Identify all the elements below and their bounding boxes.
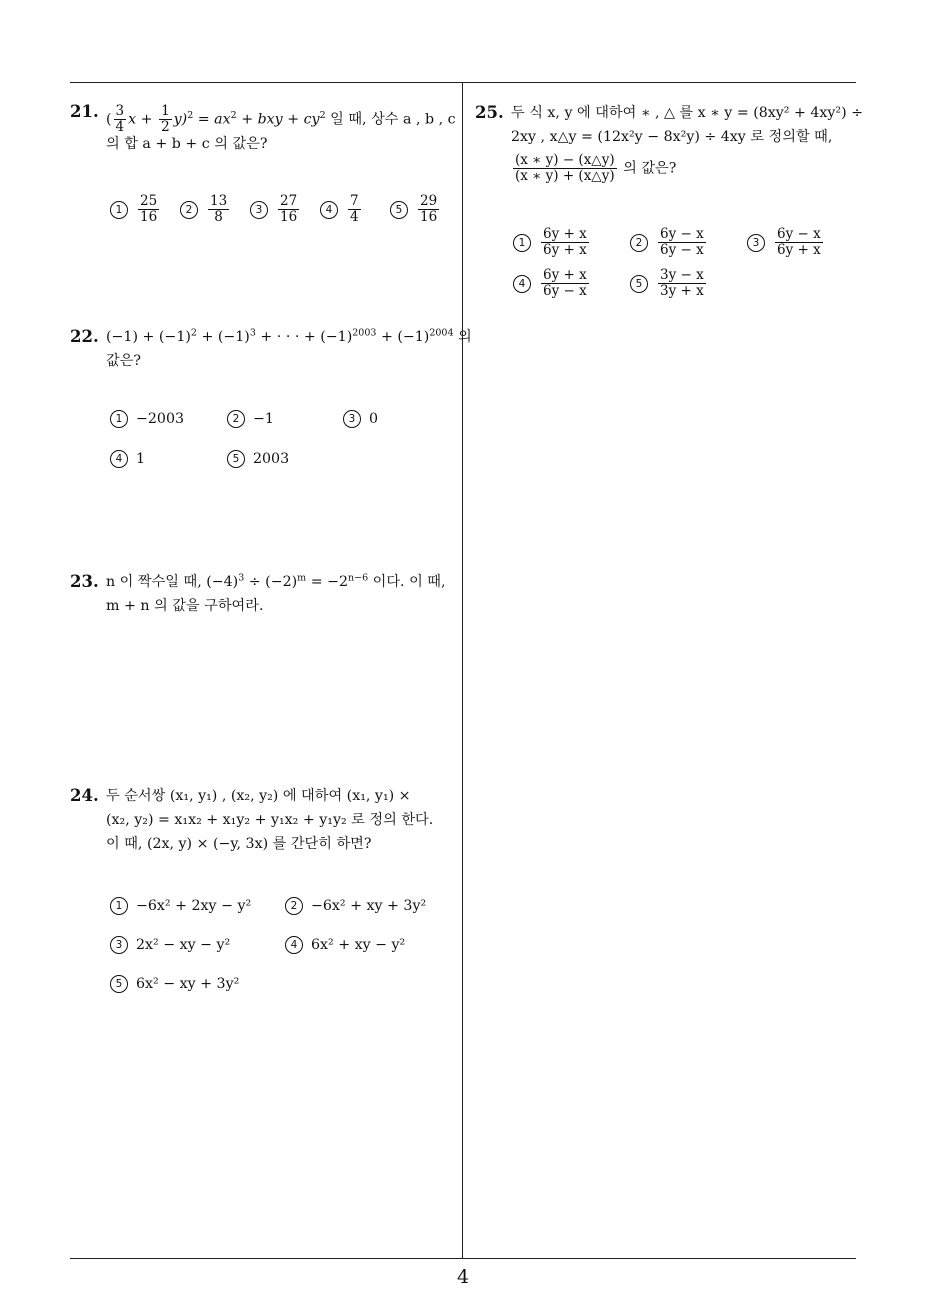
circled-number-icon: 4: [320, 201, 338, 219]
option-1[interactable]: 1 $\frac{6y + x}{6y + x}$: [513, 227, 591, 258]
question-24: [70, 784, 455, 1004]
option-1[interactable]: 1 −6x² + 2xy − y²: [110, 894, 251, 918]
circled-number-icon: 3: [110, 936, 128, 954]
circled-number-icon: 4: [110, 450, 128, 468]
option-4[interactable]: 4 6x² + xy − y²: [285, 933, 405, 957]
option-3[interactable]: 3 0: [343, 407, 378, 431]
column-divider: [462, 82, 463, 1258]
circled-number-icon: 5: [630, 275, 648, 293]
circled-number-icon: 5: [227, 450, 245, 468]
question-23: [70, 570, 455, 630]
circled-number-icon: 2: [285, 897, 303, 915]
option-4[interactable]: 4 $\frac{7}{4}$: [320, 194, 363, 225]
option-5[interactable]: 5 2003: [227, 447, 289, 471]
circled-number-icon: 4: [285, 936, 303, 954]
option-2[interactable]: 2 −1: [227, 407, 274, 431]
option-3[interactable]: 3 $\frac{6y - x}{6y + x}$: [747, 227, 825, 258]
circled-number-icon: 1: [513, 234, 531, 252]
question-22: [70, 325, 472, 475]
option-2[interactable]: 2 $\frac{6y - x}{6y - x}$: [630, 227, 708, 258]
option-4[interactable]: 4 $\frac{6y + x}{6y - x}$: [513, 268, 591, 299]
circled-number-icon: 3: [250, 201, 268, 219]
option-1[interactable]: 1 $\frac{25}{16}$: [110, 194, 161, 225]
question-text: $(-1) + (-1)^2 + (-1)^3$ + · · · + $(-1)^{2003} + (-1)^{2004}$ 의 값은?: [106, 327, 472, 369]
option-2[interactable]: 2 −6x² + xy + 3y²: [285, 894, 426, 918]
circled-number-icon: 5: [390, 201, 408, 219]
question-text: n 이 짝수일 때, $(-4)^3 \div (-2)^m = -2^{n-6}$ 이다. 이 때, m + n 의 값을 구하여라.: [106, 572, 446, 614]
page-number: 4: [456, 1266, 470, 1288]
circled-number-icon: 1: [110, 897, 128, 915]
option-5[interactable]: 5 $\frac{3y - x}{3y + x}$: [630, 268, 708, 299]
question-25: [475, 101, 864, 311]
circled-number-icon: 1: [110, 410, 128, 428]
top-rule: [70, 82, 856, 83]
question-number: 24.: [70, 786, 99, 805]
question-21: [70, 100, 455, 240]
circled-number-icon: 1: [110, 201, 128, 219]
question-number: 23.: [70, 572, 99, 591]
circled-number-icon: 4: [513, 275, 531, 293]
bottom-rule: [70, 1258, 856, 1259]
circled-number-icon: 2: [227, 410, 245, 428]
question-text: ( $\frac{3}{4}$ x + $\frac{1}{2}$ $y)^2 = ax^2$ + bxy + $cy^2$ 일 때, 상수 a , b , c 의 합 a + b + c 의 값은?: [106, 103, 456, 152]
option-3[interactable]: 3 $\frac{27}{16}$: [250, 194, 301, 225]
question-text: 두 순서쌍 (x₁, y₁) , (x₂, y₂) 에 대하여 (x₁, y₁) × (x₂, y₂) = x₁x₂ + x₁y₂ + y₁x₂ + y₁y₂ 로 정의 한다. 이 때, (2x, y) × (−y, 3x) 를 간단히 하면?: [106, 788, 434, 852]
question-text: 두 식 x, y 에 대하여 ∗ , △ 를 x ∗ y = (8xy² + 4xy²) ÷ 2xy , x△y = (12x²y − 8x²y) ÷ 4xy 로 정의할 때, $\frac{(x ∗ y) - (x\triangle y)}{(x ∗ y) + (x\triangle y)}$ 의 값은?: [511, 105, 864, 184]
circled-number-icon: 3: [343, 410, 361, 428]
question-number: 21.: [70, 102, 99, 121]
fraction: $\frac{1}{2}$: [161, 103, 170, 135]
circled-number-icon: 2: [180, 201, 198, 219]
option-5[interactable]: 5 6x² − xy + 3y²: [110, 972, 239, 996]
option-3[interactable]: 3 2x² − xy − y²: [110, 933, 230, 957]
circled-number-icon: 2: [630, 234, 648, 252]
circled-number-icon: 5: [110, 975, 128, 993]
option-1[interactable]: 1 −2003: [110, 407, 184, 431]
option-4[interactable]: 4 1: [110, 447, 145, 471]
circled-number-icon: 3: [747, 234, 765, 252]
fraction: $\frac{(x ∗ y) - (x\triangle y)}{(x ∗ y) + (x\triangle y)}$: [515, 152, 615, 184]
fraction: $\frac{3}{4}$: [115, 103, 125, 135]
option-5[interactable]: 5 $\frac{29}{16}$: [390, 194, 441, 225]
option-2[interactable]: 2 $\frac{13}{8}$: [180, 194, 231, 225]
question-number: 25.: [475, 103, 504, 122]
question-number: 22.: [70, 327, 99, 346]
